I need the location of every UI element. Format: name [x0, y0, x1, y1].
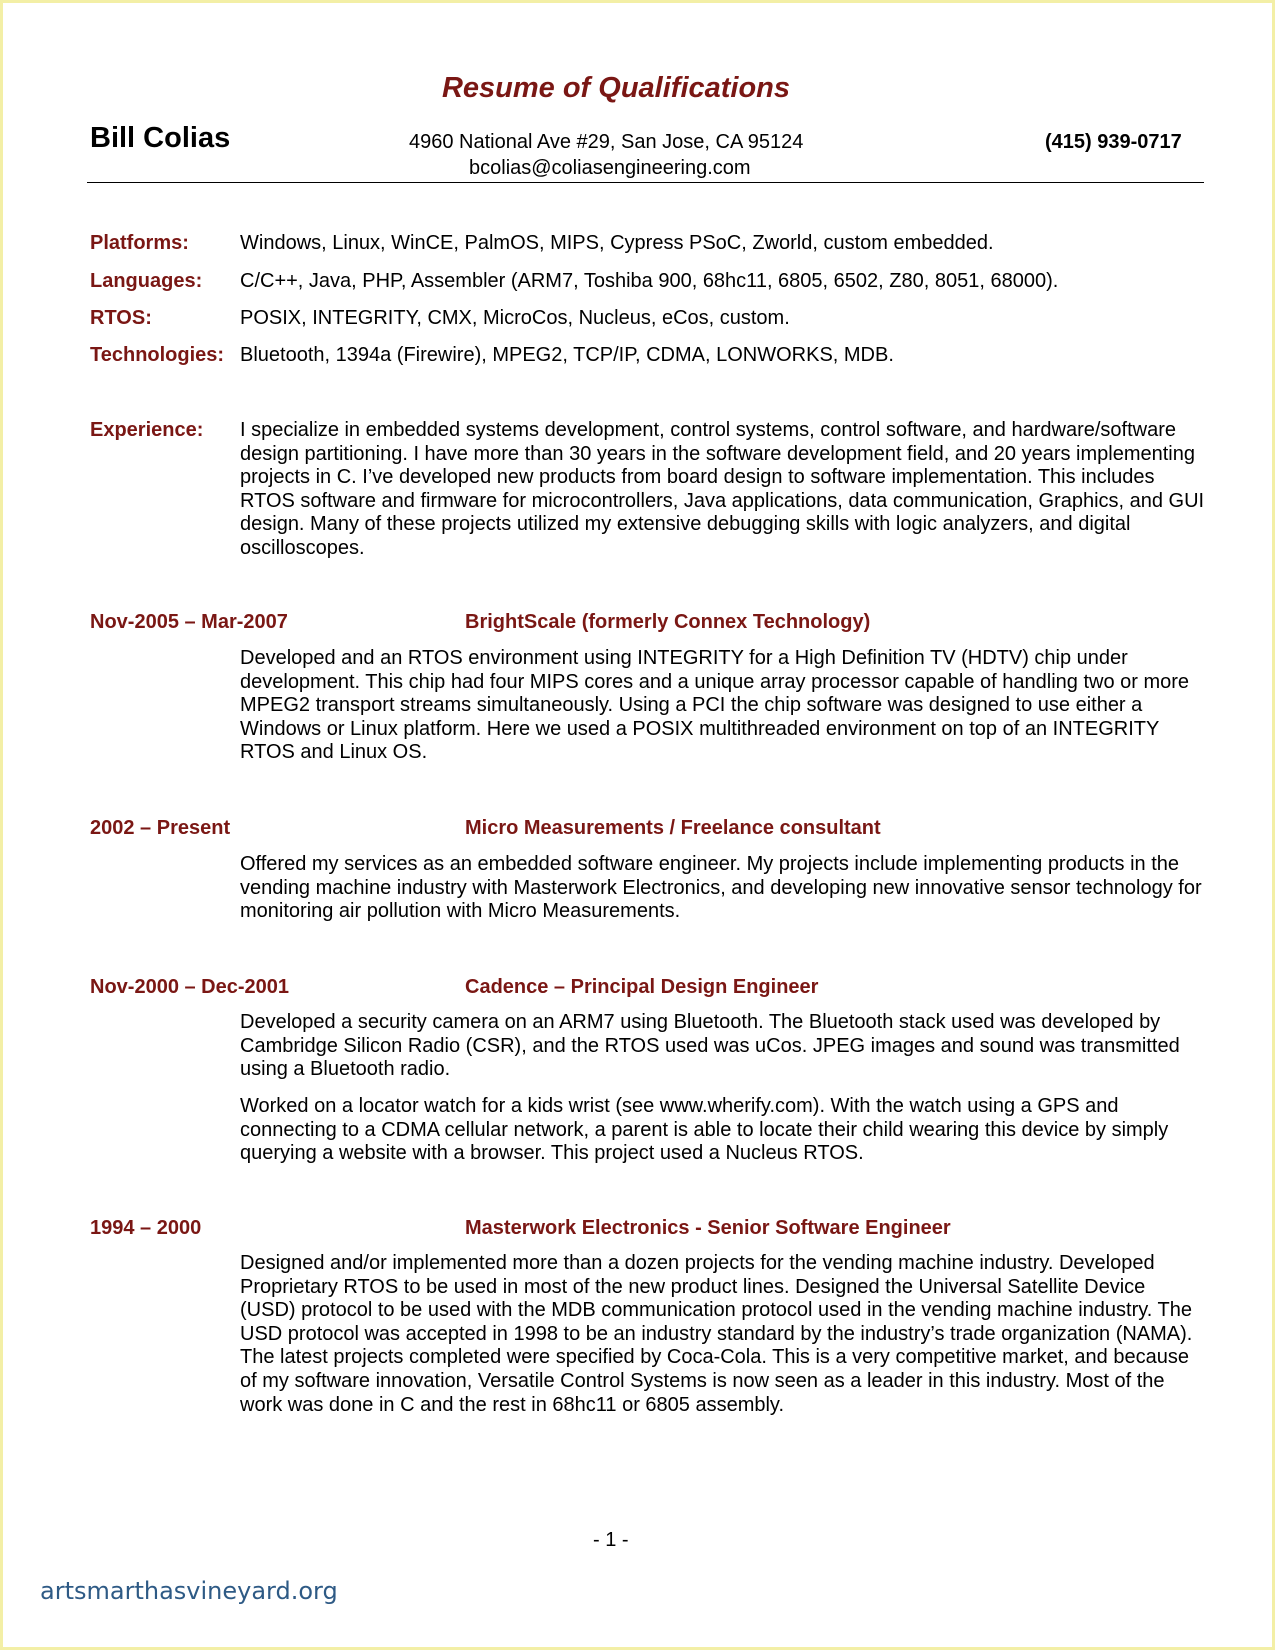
job-description: Offered my services as an embedded software engineer. My projects include implementing products in the vending machine industry with Masterwork Electronics, and developing new innovative sensor technology for monitoring air pollution with Micro Measurements.: [240, 853, 1202, 923]
job-description: Designed and/or implemented more than a dozen projects for the vending machine industry. Developed Proprietary RTOS to be used in most of the new product lines. Designed the Universal Satellite Device (USD) protocol to be used with the MDB communication protocol used in the vending machine industry. The USD protocol was accepted in 1998 to be an industry standard by the industry’s trade organization (NAMA). The latest projects completed were specified by Coca-Cola. This is a very competitive market, and because of my software innovation, Versatile Control Systems is now seen as a leader in this industry. Most of the work was done in C and the rest in 68hc11 or 6805 assembly.: [240, 1252, 1193, 1416]
phone-number: (415) 939-0717: [1045, 131, 1182, 153]
email: bcolias@coliasengineering.com: [469, 157, 751, 179]
job-dates: Nov-2000 – Dec-2001: [90, 976, 290, 998]
skill-label-rtos: RTOS:: [90, 307, 152, 329]
document-title: Resume of Qualifications: [441, 72, 791, 104]
experience-summary: I specialize in embedded systems development, control systems, control software, and hardware/software design partitioning. I have more than 30 years in the software development field, and 20 years implementing projects in C. I’ve developed new products from board design to software implementation. This includes RTOS software and firmware for microcontrollers, Java applications, data communication, Graphics, and GUI design. Many of these projects utilized my extensive debugging skills with logic analyzers, and digital oscilloscopes.: [240, 419, 1205, 559]
skill-label-languages: Languages:: [90, 270, 203, 292]
header-divider: [87, 182, 1204, 183]
candidate-name: Bill Colias: [90, 122, 231, 154]
address: 4960 National Ave #29, San Jose, CA 95124: [409, 131, 804, 153]
experience-label: Experience:: [90, 419, 204, 441]
job-dates: 1994 – 2000: [90, 1217, 202, 1239]
watermark-text: artsmarthasvineyard.org: [40, 1577, 338, 1605]
skill-value-languages: C/C++, Java, PHP, Assembler (ARM7, Toshiba 900, 68hc11, 6805, 6502, Z80, 8051, 68000).: [240, 270, 1059, 292]
job-company: Cadence – Principal Design Engineer: [465, 976, 819, 998]
page-number: - 1 -: [593, 1529, 629, 1551]
skill-value-platforms: Windows, Linux, WinCE, PalmOS, MIPS, Cypress PSoC, Zworld, custom embedded.: [240, 232, 994, 254]
skill-label-technologies: Technologies:: [90, 344, 225, 366]
job-company: Masterwork Electronics - Senior Software Engineer: [465, 1217, 951, 1239]
job-company: Micro Measurements / Freelance consultant: [465, 817, 881, 839]
job-description: Worked on a locator watch for a kids wrist (see www.wherify.com). With the watch using a GPS and connecting to a CDMA cellular network, a parent is able to locate their child wearing this device by simply querying a website with a browser. This project used a Nucleus RTOS.: [240, 1095, 1169, 1165]
job-description: Developed and an RTOS environment using INTEGRITY for a High Definition TV (HDTV) chip under development. This chip had four MIPS cores and a unique array processor capable of handling two or more MPEG2 transport streams simultaneously. Using a PCI the chip software was designed to use either a Windows or Linux platform. Here we used a POSIX multithreaded environment on top of an INTEGRITY RTOS and Linux OS.: [240, 647, 1190, 764]
job-description: Developed a security camera on an ARM7 using Bluetooth. The Bluetooth stack used was developed by Cambridge Silicon Radio (CSR), and the RTOS used was uCos. JPEG images and sound was transmitted using a Bluetooth radio.: [240, 1011, 1180, 1081]
job-company: BrightScale (formerly Connex Technology): [465, 611, 871, 633]
job-dates: Nov-2005 – Mar-2007: [90, 611, 288, 633]
skill-value-rtos: POSIX, INTEGRITY, CMX, MicroCos, Nucleus, eCos, custom.: [240, 307, 790, 329]
job-dates: 2002 – Present: [90, 817, 231, 839]
skill-label-platforms: Platforms:: [90, 232, 189, 254]
skill-value-technologies: Bluetooth, 1394a (Firewire), MPEG2, TCP/IP, CDMA, LONWORKS, MDB.: [240, 344, 894, 366]
